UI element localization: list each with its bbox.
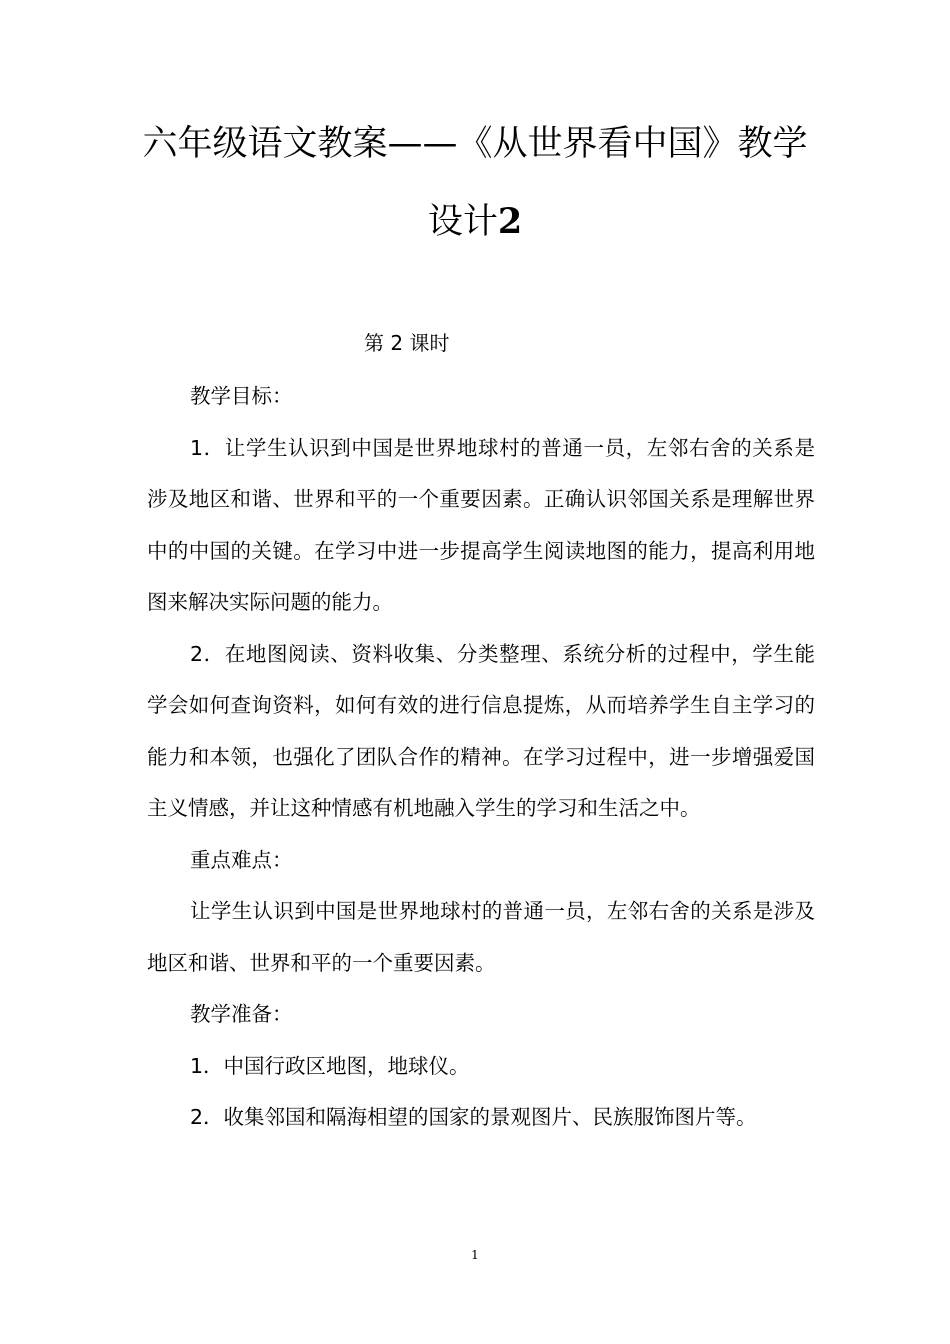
objective-1: 1．让学生认识到中国是世界地球村的普通一员，左邻右舍的关系是涉及地区和谐、世界和平的一个重要因素。正确认识邻国关系是理解世界中的中国的关键。在学习中进一步提高学生阅读地图的能力，提高利用地图来解决实际问题的能力。: [147, 435, 815, 614]
title-text: 设计: [427, 202, 498, 242]
key-points-text: 让学生认识到中国是世界地球村的普通一员，左邻右舍的关系是涉及地区和谐、世界和平的一个重要因素。: [147, 899, 815, 975]
heading-teaching-objectives: 教学目标：: [190, 384, 293, 408]
document-title-line-1: 六年级语文教案——《从世界看中国》教学: [142, 124, 808, 164]
heading-teaching-preparation: 教学准备：: [190, 1002, 293, 1026]
lesson-period: 第 2 课时: [364, 331, 450, 355]
title-number: 2: [497, 201, 523, 242]
preparation-1: 1．中国行政区地图，地球仪。: [190, 1053, 470, 1078]
page-number: 1: [471, 1248, 479, 1262]
objective-2: 2．在地图阅读、资料收集、分类整理、系统分析的过程中，学生能学会如何查询资料，如何有效的进行信息提炼，从而培养学生自主学习的能力和本领，也强化了团队合作的精神。在学习过程中，进一步增强爱国主义情感，并让这种情感有机地融入学生的学习和生活之中。: [147, 641, 815, 820]
document-body: [147, 371, 815, 1144]
preparation-2: 2．收集邻国和隔海相望的国家的景观图片、民族服饰图片等。: [190, 1105, 757, 1129]
heading-key-points: 重点难点：: [190, 847, 293, 872]
document-title-line-2: [120, 202, 830, 242]
